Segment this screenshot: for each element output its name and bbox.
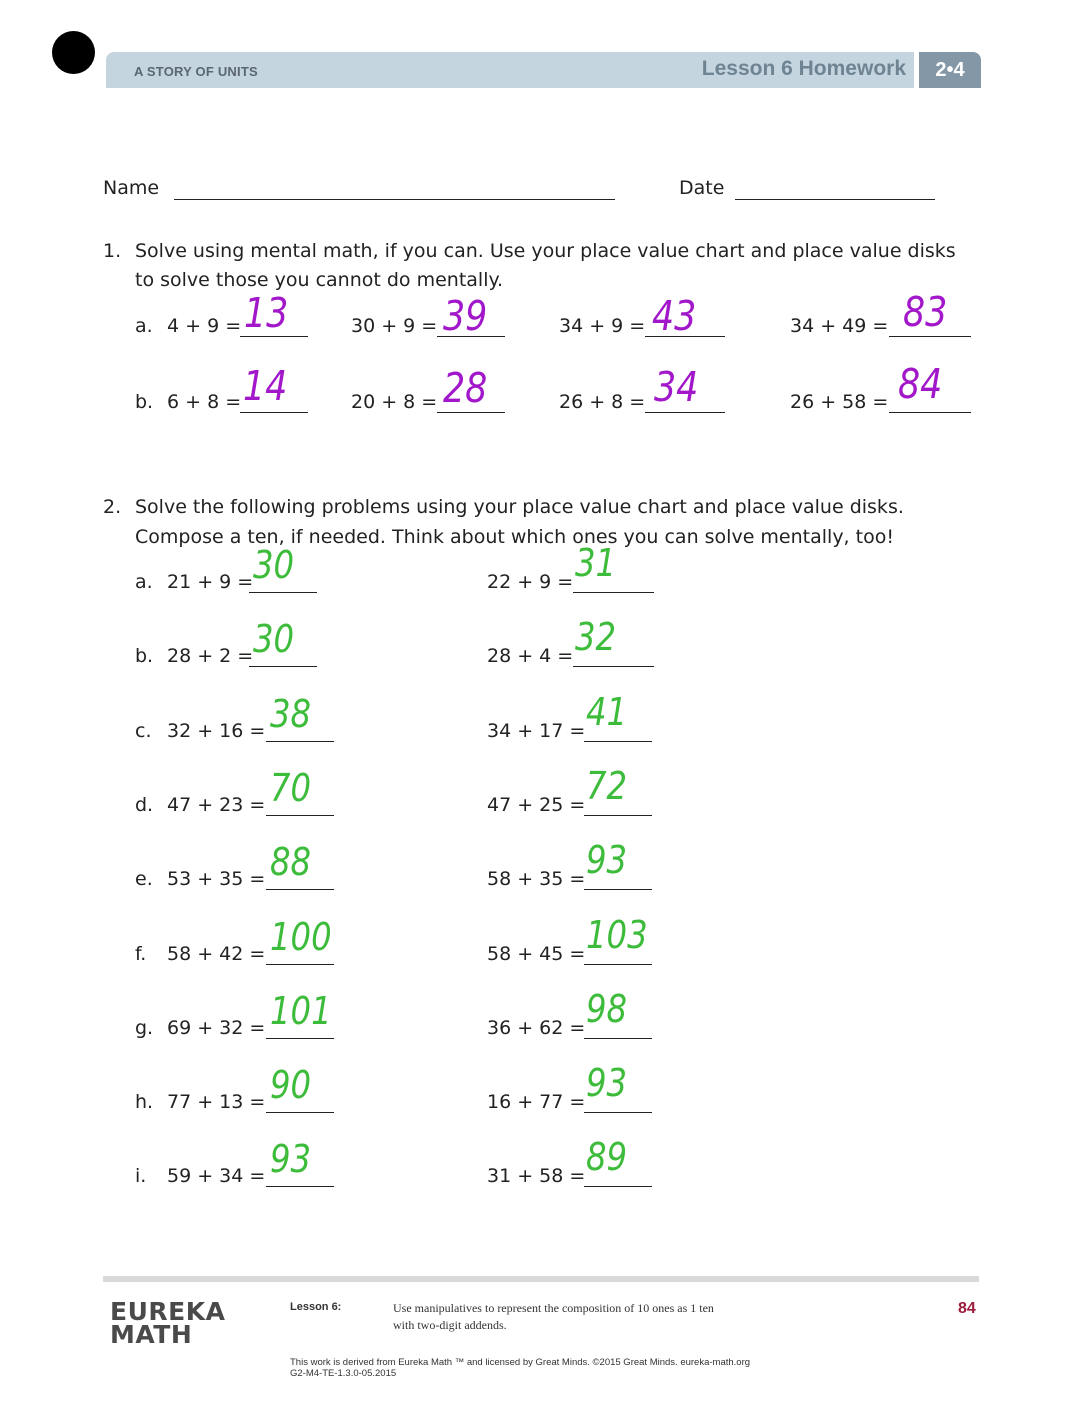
q1-a2-answer: 39 — [443, 292, 488, 340]
q1-instruction-line1: Solve using mental math, if you can. Use your place value chart and place value disks — [135, 240, 956, 262]
q2-a-right-expression: 22 + 9 = — [487, 571, 574, 593]
q2-a-right-answer-field[interactable] — [573, 592, 654, 593]
q1-a3-answer: 43 — [652, 292, 697, 340]
q2-d-right-answer-field[interactable] — [584, 815, 652, 816]
q2-c-right-expression: 34 + 17 = — [487, 720, 586, 742]
q2-c-left-answer-field[interactable] — [266, 741, 334, 742]
q1-a2-expression: 30 + 9 = — [351, 315, 438, 337]
q2-f-right-answer: 103 — [586, 913, 648, 957]
grade-module-badge: 2•4 — [919, 52, 981, 88]
footer-lesson-description: Use manipulatives to represent the composition of 10 ones as 1 ten with two-digit addends. — [393, 1301, 714, 1332]
q1-number: 1. — [103, 240, 122, 262]
footer-credit: This work is derived from Eureka Math ™ and licensed by Great Minds. ©2015 Great Minds. eureka-math.org G2-M4-TE-1.3.0-05.2015 — [290, 1357, 751, 1379]
q2-a-left-answer: 30 — [253, 543, 295, 587]
q2-c-left-answer: 38 — [270, 692, 312, 736]
q2-b-left-answer: 30 — [253, 617, 295, 661]
date-label: Date — [679, 177, 725, 199]
q2-i-left-answer-field[interactable] — [266, 1186, 334, 1187]
q2-g-left-answer: 101 — [270, 989, 332, 1033]
q2-i-left-answer: 93 — [270, 1137, 312, 1181]
q2-c-right-answer-field[interactable] — [584, 741, 652, 742]
series-title: A STORY OF UNITS — [134, 64, 258, 79]
q2-h-right-answer-field[interactable] — [584, 1112, 652, 1113]
q1-b1-answer: 14 — [243, 362, 288, 410]
footer-rule — [103, 1276, 979, 1282]
q2-c-left-expression: 32 + 16 = — [167, 720, 266, 742]
q2-i-right-answer: 89 — [586, 1135, 628, 1179]
q1-a3-expression: 34 + 9 = — [559, 315, 646, 337]
q2-g-right-answer: 98 — [586, 987, 628, 1031]
q2-a-left-expression: 21 + 9 = — [167, 571, 254, 593]
q1-b4-answer: 84 — [898, 360, 943, 408]
q1-b1-answer-field[interactable] — [240, 412, 308, 413]
q2-row-label-e: e. — [135, 868, 153, 890]
q2-i-right-answer-field[interactable] — [584, 1186, 652, 1187]
q1-a4-answer: 83 — [903, 288, 948, 336]
q1-b4-expression: 26 + 58 = — [790, 391, 889, 413]
q2-b-left-expression: 28 + 2 = — [167, 645, 254, 667]
name-label: Name — [103, 177, 160, 199]
q2-i-left-expression: 59 + 34 = — [167, 1165, 266, 1187]
q2-h-left-answer: 90 — [270, 1063, 312, 1107]
q2-f-left-answer: 100 — [270, 915, 332, 959]
q2-f-left-answer-field[interactable] — [266, 964, 334, 965]
q2-row-label-a: a. — [135, 571, 153, 593]
q1-b3-expression: 26 + 8 = — [559, 391, 646, 413]
q2-f-right-answer-field[interactable] — [584, 964, 652, 965]
q2-b-left-answer-field[interactable] — [249, 666, 317, 667]
q2-instruction-line1: Solve the following problems using your place value chart and place value disks. — [135, 496, 904, 518]
q2-d-left-answer-field[interactable] — [266, 815, 334, 816]
lesson-title: Lesson 6 Homework — [701, 57, 906, 80]
eureka-math-logo: EUREKA MATH — [110, 1297, 226, 1349]
q1-a4-answer-field[interactable] — [889, 336, 971, 337]
q2-e-right-answer-field[interactable] — [584, 889, 652, 890]
q2-number: 2. — [103, 496, 122, 518]
q1-a1-expression: 4 + 9 = — [167, 315, 242, 337]
q2-d-left-answer: 70 — [270, 766, 312, 810]
q2-h-right-expression: 16 + 77 = — [487, 1091, 586, 1113]
q2-a-right-answer: 31 — [575, 541, 617, 585]
q1-b2-answer-field[interactable] — [437, 412, 505, 413]
date-field[interactable] — [735, 199, 935, 200]
q1-b2-expression: 20 + 8 = — [351, 391, 438, 413]
q1-instruction-line2: to solve those you cannot do mentally. — [135, 269, 504, 291]
hole-punch-dot — [52, 31, 95, 74]
q2-row-label-d: d. — [135, 794, 154, 816]
footer-lesson-label: Lesson 6: — [290, 1301, 342, 1313]
q1-a1-answer: 13 — [244, 289, 289, 337]
q2-b-right-expression: 28 + 4 = — [487, 645, 574, 667]
q2-row-label-g: g. — [135, 1017, 154, 1039]
q1-row-a-label: a. — [135, 315, 153, 337]
q2-h-left-answer-field[interactable] — [266, 1112, 334, 1113]
name-field[interactable] — [174, 199, 615, 200]
q1-b2-answer: 28 — [443, 364, 488, 412]
q2-d-right-answer: 72 — [586, 764, 628, 808]
q2-g-left-expression: 69 + 32 = — [167, 1017, 266, 1039]
q2-b-right-answer-field[interactable] — [573, 666, 654, 667]
q2-g-right-expression: 36 + 62 = — [487, 1017, 586, 1039]
q2-e-left-answer: 88 — [270, 840, 312, 884]
q2-c-right-answer: 41 — [586, 690, 628, 734]
q2-b-right-answer: 32 — [575, 615, 617, 659]
q2-a-left-answer-field[interactable] — [249, 592, 317, 593]
q2-h-right-answer: 93 — [586, 1061, 628, 1105]
q2-row-label-h: h. — [135, 1091, 154, 1113]
q2-row-label-i: i. — [135, 1165, 147, 1187]
q2-row-label-b: b. — [135, 645, 154, 667]
q1-b4-answer-field[interactable] — [889, 412, 971, 413]
q2-row-label-f: f. — [135, 943, 147, 965]
q2-f-left-expression: 58 + 42 = — [167, 943, 266, 965]
q2-e-left-answer-field[interactable] — [266, 889, 334, 890]
q2-d-right-expression: 47 + 25 = — [487, 794, 586, 816]
q1-row-b-label: b. — [135, 391, 154, 413]
q2-h-left-expression: 77 + 13 = — [167, 1091, 266, 1113]
q2-row-label-c: c. — [135, 720, 152, 742]
q2-instruction-line2: Compose a ten, if needed. Think about which ones you can solve mentally, too! — [135, 526, 894, 548]
q2-d-left-expression: 47 + 23 = — [167, 794, 266, 816]
q1-b3-answer-field[interactable] — [645, 412, 725, 413]
q2-i-right-expression: 31 + 58 = — [487, 1165, 586, 1187]
q2-e-left-expression: 53 + 35 = — [167, 868, 266, 890]
page-number: 84 — [958, 1300, 976, 1317]
q2-g-left-answer-field[interactable] — [266, 1038, 334, 1039]
q2-e-right-answer: 93 — [586, 838, 628, 882]
q1-b1-expression: 6 + 8 = — [167, 391, 242, 413]
q2-e-right-expression: 58 + 35 = — [487, 868, 586, 890]
q2-g-right-answer-field[interactable] — [584, 1038, 652, 1039]
q1-b3-answer: 34 — [654, 363, 699, 411]
q1-a4-expression: 34 + 49 = — [790, 315, 889, 337]
q2-f-right-expression: 58 + 45 = — [487, 943, 586, 965]
